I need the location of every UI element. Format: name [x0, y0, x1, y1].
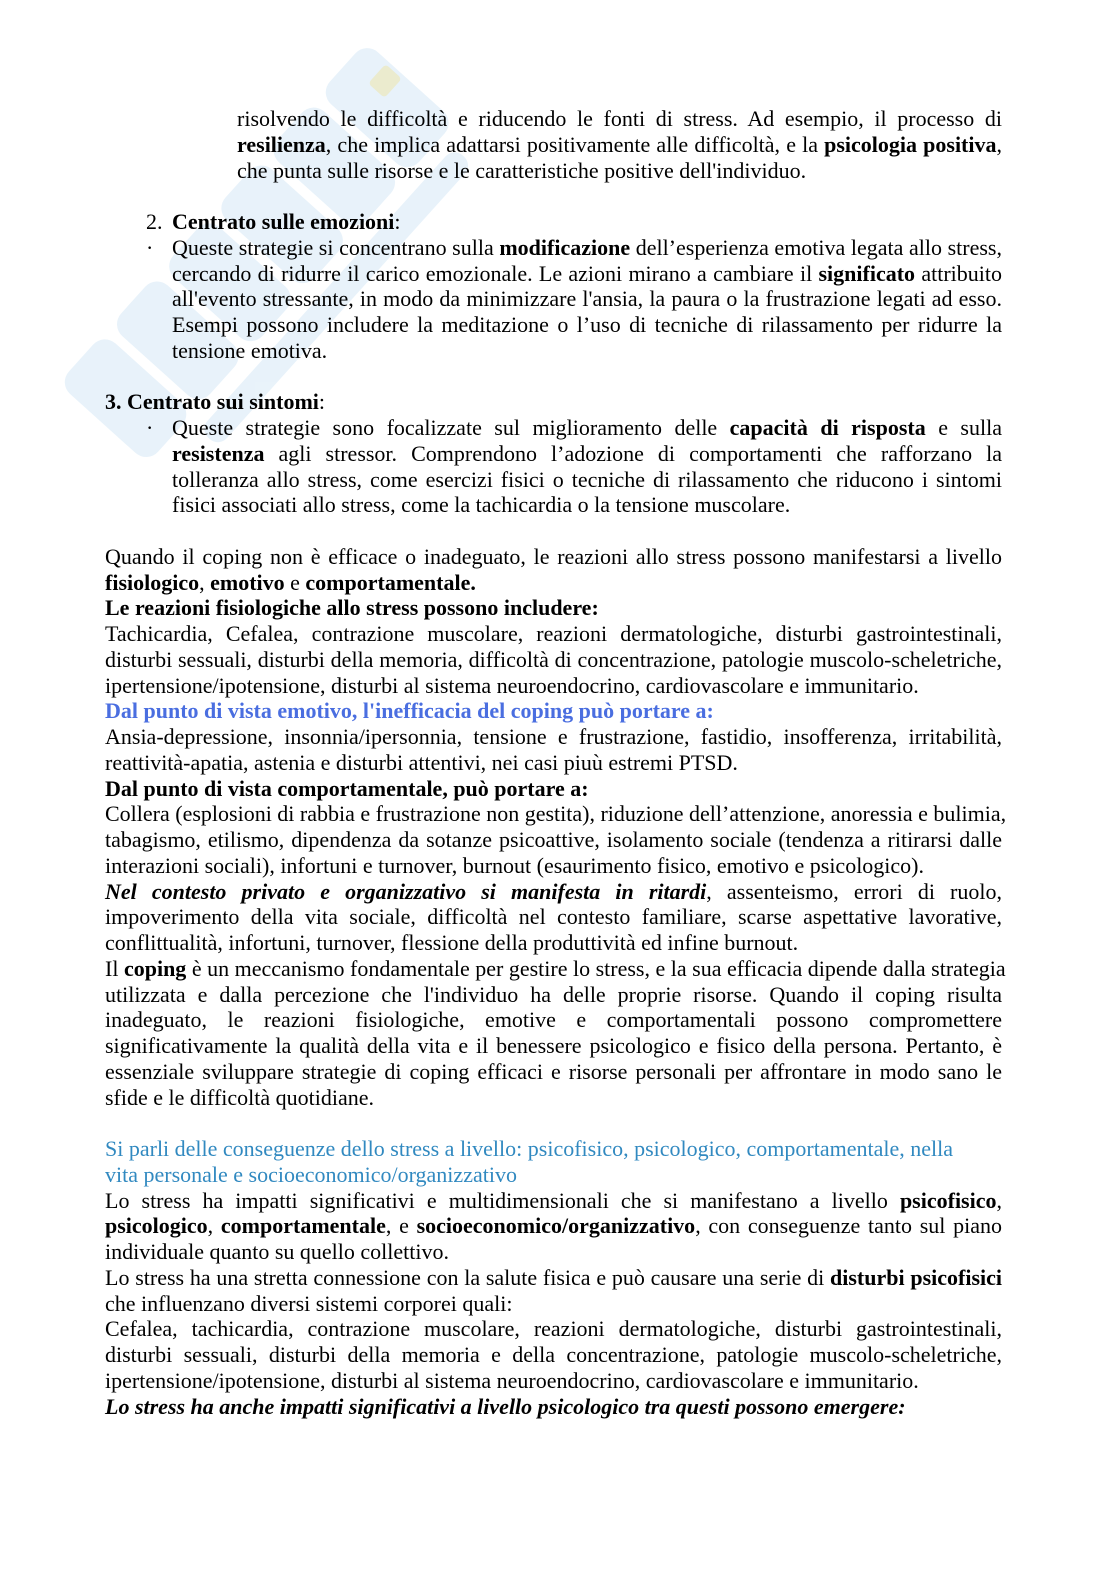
paragraph-line	[105, 853, 1002, 879]
bold-term: disturbi psicofisici	[830, 1264, 1003, 1290]
bullet-line	[172, 338, 1002, 364]
text-segment: tensione emotiva.	[172, 337, 328, 363]
paragraph-line	[105, 724, 1002, 750]
text-segment: Esempi possono includere la meditazione o l’uso di tecniche di rilassamento per ridurre la	[172, 312, 1002, 337]
bullet-line	[172, 261, 1002, 287]
bold-term: psicologico	[105, 1213, 208, 1239]
section-heading-blue	[105, 698, 1002, 724]
spacer	[0, 183, 1116, 209]
bold-term: capacità di risposta	[729, 415, 926, 440]
text-segment: attribuito	[915, 260, 1002, 286]
text-segment: risolvendo le difficoltà e riducendo le fonti di stress. Ad esempio, il processo di	[237, 106, 1002, 131]
title-suffix: :	[394, 209, 401, 234]
text-segment: fisici associati allo stress, come la tachicardia o la tensione muscolare.	[172, 492, 791, 518]
text-segment: ipertensione/ipotensione, disturbi al sistema neuroendocrino, cardiovascolare e immunitario.	[105, 672, 919, 698]
spacer	[0, 1110, 1116, 1136]
paragraph-line	[105, 955, 1006, 982]
heading-text: Le reazioni fisiologiche allo stress possono includere:	[105, 595, 599, 621]
paragraph-line	[105, 570, 1002, 596]
text-segment: essenziale sviluppare strategie di coping efficaci e risorse personali per affrontare in modo sano le	[105, 1058, 1002, 1084]
list-item-title	[146, 209, 1002, 235]
bullet-line	[146, 415, 1002, 441]
bullet-marker: ·	[146, 234, 154, 260]
paragraph-line	[105, 1342, 1002, 1368]
question-text: vita personale e socioeconomico/organizzativo	[105, 1161, 517, 1187]
text-segment: che influenzano diversi sistemi corporei quali:	[105, 1290, 513, 1316]
heading-text: Dal punto di vista comportamentale, può portare a:	[105, 775, 589, 801]
text-segment: ,	[996, 131, 1002, 157]
paragraph-line	[105, 673, 1002, 699]
bullet-line	[146, 234, 1002, 261]
paragraph-line	[105, 1007, 1002, 1033]
text-segment: ipertensione/ipotensione, disturbi al sistema neuroendocrino, cardiovascolare e immunitario.	[105, 1367, 919, 1393]
text-segment: Tachicardia, Cefalea, contrazione muscolare, reazioni dermatologiche, disturbi gastrointestinali,	[105, 621, 1002, 646]
text-segment: , che implica adattarsi positivamente alle difficoltà, e la	[325, 131, 825, 157]
bold-term: psicofisico	[899, 1187, 997, 1213]
bold-term: resistenza	[172, 440, 265, 466]
text-segment: Collera (esplosioni di rabbia e frustrazione non gestita), riduzione dell’attenzione, anoressia e bulimia,	[105, 801, 1007, 827]
text-segment: Queste strategie si concentrano sulla	[172, 234, 500, 260]
list-title: 3. Centrato sui sintomi	[105, 389, 319, 415]
text-segment: significativamente la qualità della vita e il benessere psicologico e fisico della persona. Pertanto, è	[105, 1033, 1002, 1058]
section-heading	[105, 776, 1002, 802]
paragraph-line	[105, 1316, 1002, 1342]
paragraph-line	[105, 1213, 1002, 1239]
bold-term: fisiologico	[105, 569, 200, 595]
bold-term: significato	[818, 260, 916, 286]
paragraph-line	[105, 1188, 1002, 1214]
paragraph-line	[237, 106, 1002, 132]
text-segment: Queste strategie sono focalizzate sul miglioramento delle	[172, 415, 730, 440]
text-segment: inadeguato, le reazioni fisiologiche, emotive e comportamentali possono compromettere	[105, 1007, 1002, 1033]
section-heading	[105, 595, 1002, 621]
text-segment: utilizzata e dalla percezione che l'individuo ha delle proprie risorse. Quando il coping risulta	[105, 981, 1002, 1007]
paragraph-line	[105, 827, 1002, 853]
text-segment: Ansia-depressione, insonnia/ipersonnia, tensione e frustrazione, fastidio, insofferenza, irritabilità,	[105, 724, 1002, 749]
text-segment: , e	[385, 1213, 417, 1239]
text-segment: conflittualità, infortuni, turnover, flessione della produttività ed infine burnout.	[105, 930, 799, 955]
list-number: 2.	[146, 209, 163, 234]
text-segment: e	[284, 569, 306, 595]
text-segment: impoverimento della vita sociale, difficoltà nel contesto familiare, scarse aspettative lavorative,	[105, 904, 1002, 930]
paragraph-line	[105, 1033, 1002, 1059]
text-segment: tolleranza allo stress, come esercizi fisici o tecniche di rilassamento che riducono i sintomi	[172, 466, 1002, 492]
text-segment: Quando il coping non è efficace o inadeguato, le reazioni allo stress possono manifestarsi a livello	[105, 543, 1002, 569]
paragraph-line	[105, 544, 1002, 570]
spacer	[0, 364, 1116, 390]
text-segment: sfide e le difficoltà quotidiane.	[105, 1084, 375, 1110]
title-suffix: :	[318, 389, 326, 415]
bold-italic-term: Nel contesto privato e organizzativo si manifesta in ritardi	[105, 878, 707, 904]
paragraph-line	[105, 647, 1002, 673]
text-segment: ,	[996, 1187, 1002, 1213]
bold-term: emotivo	[210, 569, 285, 595]
paragraph-line	[237, 158, 1002, 184]
paragraph-line	[105, 982, 1002, 1008]
paragraph-line	[105, 930, 1002, 956]
paragraph-line	[105, 879, 1002, 905]
section-heading	[105, 1394, 1002, 1420]
bold-term: psicologia positiva	[824, 131, 997, 157]
bullet-line	[172, 441, 1002, 467]
heading-text: Dal punto di vista emotivo, l'inefficacia del coping può portare a:	[105, 698, 714, 724]
bold-term: resilienza	[237, 131, 326, 157]
bullet-line	[172, 312, 1002, 338]
paragraph-line	[105, 1059, 1002, 1085]
text-segment: dell’esperienza emotiva legata allo stress,	[630, 234, 1002, 260]
bullet-marker: ·	[146, 415, 154, 440]
text-segment: interazioni sociali), infortuni e turnover, burnout (esaurimento fisico, emotivo e psicologico).	[105, 852, 925, 878]
paragraph-line	[105, 750, 1002, 776]
bold-term: modificazione	[499, 234, 631, 260]
paragraph-line	[105, 621, 1002, 647]
text-segment: , assenteismo, errori di ruolo,	[706, 878, 1002, 904]
text-segment: disturbi sessuali, disturbi della memoria e della concentrazione, patologie muscolo-scheletriche,	[105, 1342, 1002, 1367]
text-segment: ,	[207, 1213, 221, 1239]
bullet-line	[172, 467, 1002, 493]
heading-text: Lo stress ha anche impatti significativi a livello psicologico tra questi possono emergere:	[105, 1393, 906, 1419]
bold-term: coping	[123, 955, 187, 981]
text-segment: disturbi sessuali, disturbi della memoria, difficoltà di concentrazione, patologie muscolo-scheletriche,	[105, 646, 1002, 672]
text-segment: è un meccanismo fondamentale per gestire lo stress, e la sua efficacia dipende dalla strategia	[186, 955, 1006, 981]
bullet-line	[172, 492, 1002, 518]
text-segment: Cefalea, tachicardia, contrazione muscolare, reazioni dermatologiche, disturbi gastrointestinali,	[105, 1316, 1002, 1342]
paragraph-line	[105, 1368, 1002, 1394]
paragraph-line	[105, 1291, 1002, 1317]
text-segment: e sulla	[925, 415, 1002, 440]
document-body	[0, 106, 1116, 1419]
text-segment: Il	[105, 955, 124, 981]
text-segment: individuale quanto su quello collettivo.	[105, 1239, 449, 1264]
text-segment: che punta sulle risorse e le caratteristiche positive dell'individuo.	[237, 157, 807, 183]
paragraph-line	[237, 132, 1002, 158]
bold-term: comportamentale	[220, 1213, 386, 1239]
paragraph-line	[105, 904, 1002, 930]
paragraph-line	[105, 801, 1007, 827]
bullet-line	[172, 286, 1002, 312]
text-segment: ,	[199, 569, 211, 595]
text-segment: , con conseguenze tanto sul piano	[695, 1213, 1002, 1239]
text-segment: cercando di ridurre il carico emozionale. Le azioni mirano a cambiare il	[172, 260, 819, 286]
text-segment: agli stressor. Comprendono l’adozione di comportamenti che rafforzano la	[264, 440, 1002, 466]
text-segment: all'evento stressante, in modo da minimizzare l'ansia, la paura o la frustrazione legati ad esso.	[172, 286, 1002, 312]
paragraph-line	[105, 1239, 1002, 1265]
text-segment: Lo stress ha una stretta connessione con la salute fisica e può causare una serie di	[105, 1264, 830, 1290]
list-item-title	[105, 389, 1002, 415]
bold-term: socioeconomico/organizzativo	[416, 1213, 696, 1239]
text-segment: Lo stress ha impatti significativi e multidimensionali che si manifestano a livello	[105, 1187, 900, 1213]
text-segment: tabagismo, etilismo, dipendenza da sotanze psicoattive, isolamento sociale (tendenza a ritirarsi dalle	[105, 827, 1002, 852]
text-segment: reattività-apatia, astenia e disturbi attentivi, nei casi piuù estremi PTSD.	[105, 749, 738, 775]
paragraph-line	[105, 1085, 1002, 1111]
paragraph-line	[105, 1265, 1002, 1291]
bold-term: comportamentale.	[305, 569, 476, 595]
spacer	[0, 518, 1116, 544]
question-heading	[105, 1136, 1002, 1162]
question-text: Si parli delle conseguenze dello stress a livello: psicofisico, psicologico, comportamentale, nella	[105, 1136, 953, 1161]
list-title: Centrato sulle emozioni	[172, 209, 395, 234]
question-heading	[105, 1162, 1002, 1188]
